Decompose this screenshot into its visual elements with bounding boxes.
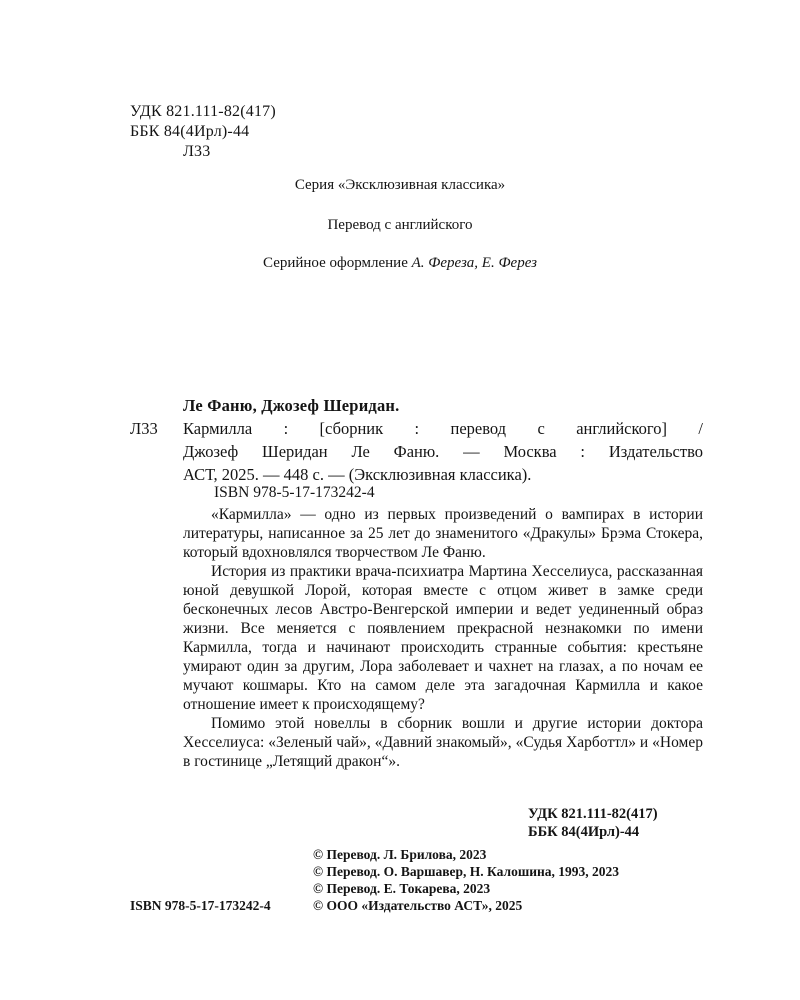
isbn-line: ISBN 978-5-17-173242-4 (214, 484, 375, 501)
translation-note: Перевод с английского (327, 217, 473, 233)
design-names: А. Фереза, Е. Ферез (411, 255, 537, 271)
description-line: Кармилла : [сборник : перевод с английского] / (183, 419, 703, 438)
copyright-line: © Перевод. Л. Брилова, 2023 (313, 847, 487, 862)
codes-right-block (528, 805, 658, 841)
bibliographic-record (183, 394, 703, 486)
author-heading: Ле Фаню, Джозеф Шеридан. (183, 396, 400, 415)
isbn-bottom: ISBN 978-5-17-173242-4 (130, 898, 271, 913)
annotation-paragraph: Помимо этой новеллы в сборник вошли и другие истории доктора Хесселиуса: «Зеленый чай», «Давний знакомый», «Судья Харботтл» и «Номер в гостинице „Летящий дракон“». (183, 715, 703, 770)
bbk-code: ББК 84(4Ирл)-44 (130, 123, 250, 140)
annotation-paragraph: «Кармилла» — одно из первых произведений о вампирах в истории литературы, написанное за 25 лет до знаменитого «Дракулы» Брэма Стокера, который вдохновлялся творчеством Ле Фаню. (183, 506, 703, 561)
udk-code: УДК 821.111-82(417) (130, 103, 276, 120)
author-sign-code: Л33 (183, 143, 211, 160)
description-line: АСТ, 2025. — 448 с. — (Эксклюзивная классика). (183, 465, 532, 484)
copyright-line: © ООО «Издательство АСТ», 2025 (313, 898, 523, 913)
udk-code-bold: УДК 821.111-82(417) (528, 806, 658, 822)
copyright-line: © Перевод. Е. Токарева, 2023 (313, 881, 491, 896)
design-label: Серийное оформление (263, 255, 408, 271)
annotation (183, 505, 703, 771)
description-line: Джозеф Шеридан Ле Фаню. — Москва : Издательство (183, 442, 703, 461)
biblio-sign-code: Л33 (130, 419, 158, 438)
annotation-paragraph: История из практики врача-психиатра Мартина Хесселиуса, рассказанная юной девушкой Лорой, которая вместе с отцом живет в замке среди бесконечных лесов Австро-Венгерской империи и ведет уединенный образ жизни. Все меняется с появлением прекрасной незнакомки по имени Кармилла, тогда и начинают происходить странные события: крестьяне умирают один за другим, Лора заболевает и чахнет на глазах, а по ночам ее мучают кошмары. Кто на самом деле эта загадочная Кармилла и какое отношение имеет к происходящему? (183, 563, 703, 713)
copyright-line: © Перевод. О. Варшавер, Н. Калошина, 1993, 2023 (313, 864, 620, 879)
series-line: Серия «Эксклюзивная классика» (294, 177, 506, 193)
bbk-code-bold: ББК 84(4Ирл)-44 (528, 824, 640, 840)
design-credit (0, 255, 800, 272)
